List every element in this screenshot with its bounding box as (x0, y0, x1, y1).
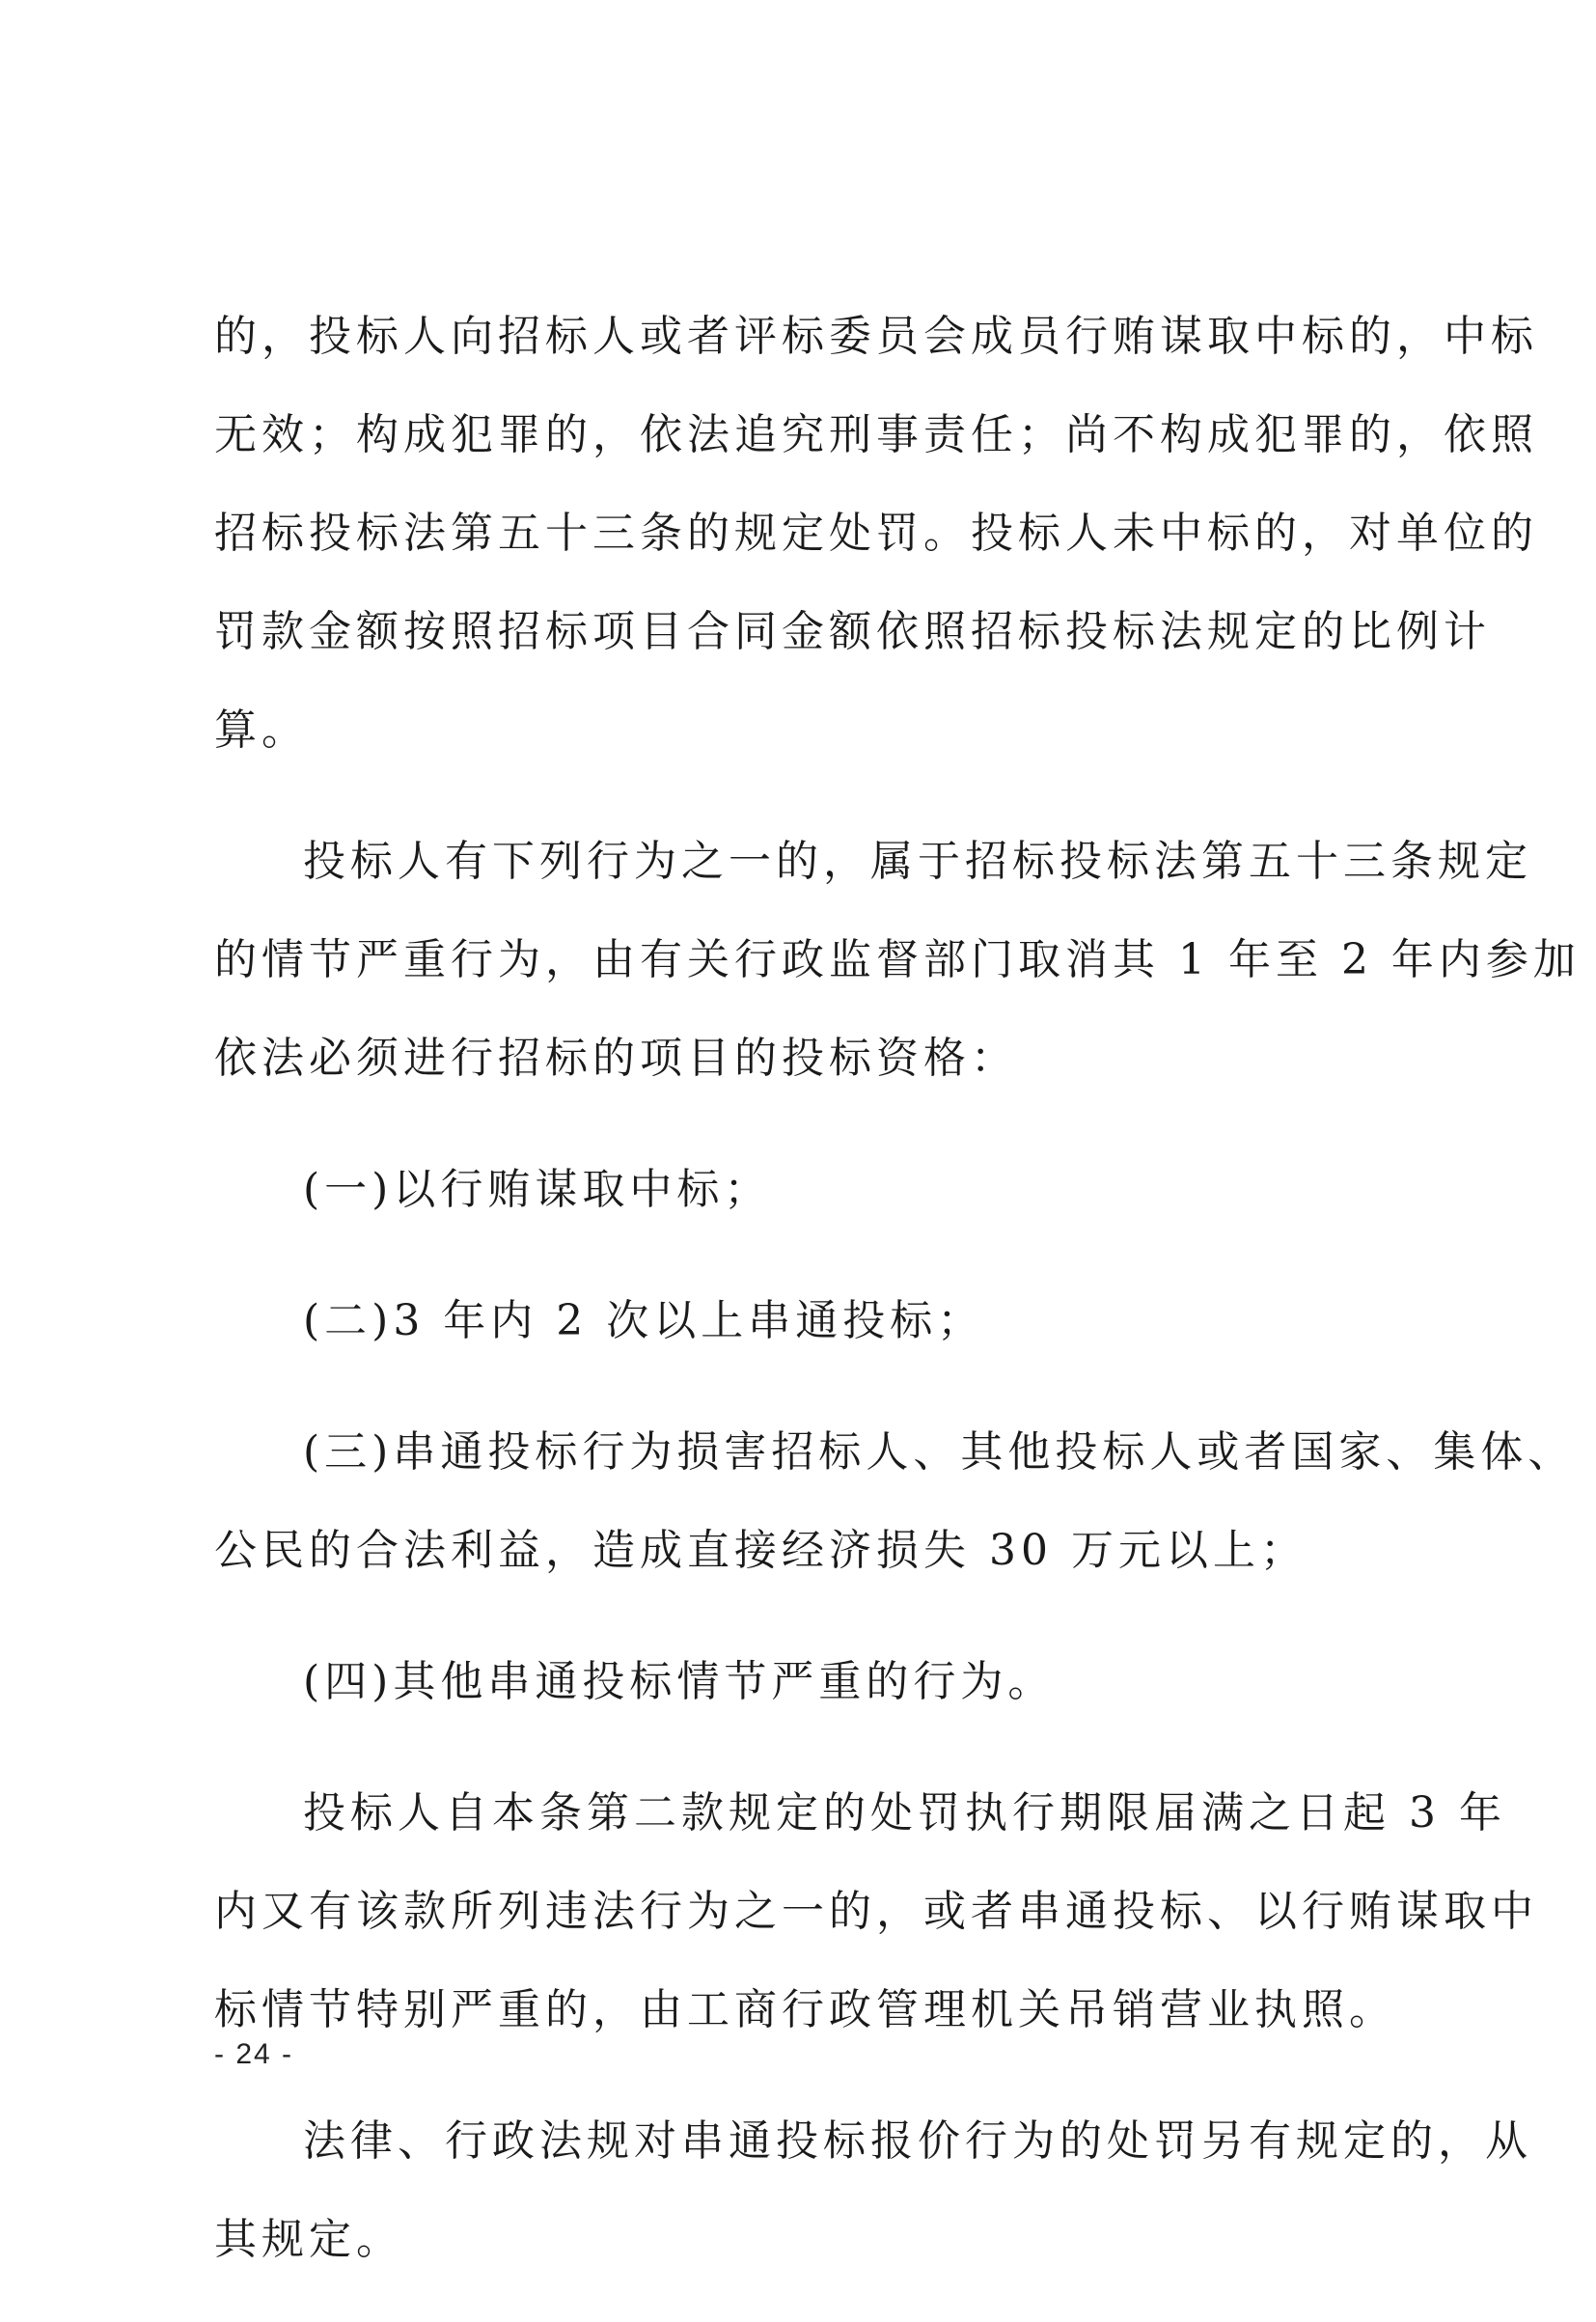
text-line: (一)以行贿谋取中标； (303, 1165, 772, 1214)
text-line: 其规定。 (214, 2215, 403, 2264)
text-line: (四)其他串通投标情节严重的行为。 (303, 1657, 1056, 1706)
body-text (214, 288, 1581, 2322)
paragraph-3 (214, 1764, 1538, 2059)
text-line: (三)串通投标行为损害招标人、其他投标人或者国家、集体、 (303, 1427, 1576, 1477)
text-line: 招标投标法第五十三条的规定处罚。投标人未中标的，对单位的 (214, 509, 1538, 558)
list-item-2 (214, 1272, 1397, 1370)
page-number: - 24 - (214, 2038, 294, 2070)
text-line: 法律、行政法规对串通投标报价行为的处罚另有规定的，从 (303, 2116, 1532, 2166)
text-line: 投标人自本条第二款规定的处罚执行期限届满之日起 3 年 (303, 1788, 1506, 1838)
list-item-3 (214, 1403, 1576, 1600)
list-item-4 (214, 1633, 1397, 1731)
text-line: 标情节特别严重的，由工商行政管理机关吊销营业执照。 (214, 1985, 1396, 2034)
text-line: 内又有该款所列违法行为之一的，或者串通投标、以行贿谋取中 (214, 1887, 1538, 1936)
text-line: 的情节严重行为，由有关行政监督部门取消其 1 年至 2 年内参加 (214, 935, 1581, 984)
text-line: 罚款金额按照招标项目合同金额依照招标投标法规定的比例计 (214, 607, 1491, 656)
list-item-1 (214, 1141, 1397, 1239)
text-line: 依法必须进行招标的项目的投标资格： (214, 1034, 1018, 1083)
text-line: 投标人有下列行为之一的，属于招标投标法第五十三条规定 (303, 837, 1532, 886)
paragraph-4 (214, 2092, 1532, 2289)
text-line: 算。 (214, 705, 309, 755)
text-line: 公民的合法利益，造成直接经济损失 30 万元以上； (214, 1526, 1307, 1575)
text-line: (二)3 年内 2 次以上串通投标； (303, 1296, 985, 1345)
text-line: 无效；构成犯罪的，依法追究刑事责任；尚不构成犯罪的，依照 (214, 410, 1538, 459)
paragraph-2 (214, 813, 1581, 1108)
text-line: 的，投标人向招标人或者评标委员会成员行贿谋取中标的，中标 (214, 312, 1538, 361)
paragraph-1 (214, 288, 1538, 780)
